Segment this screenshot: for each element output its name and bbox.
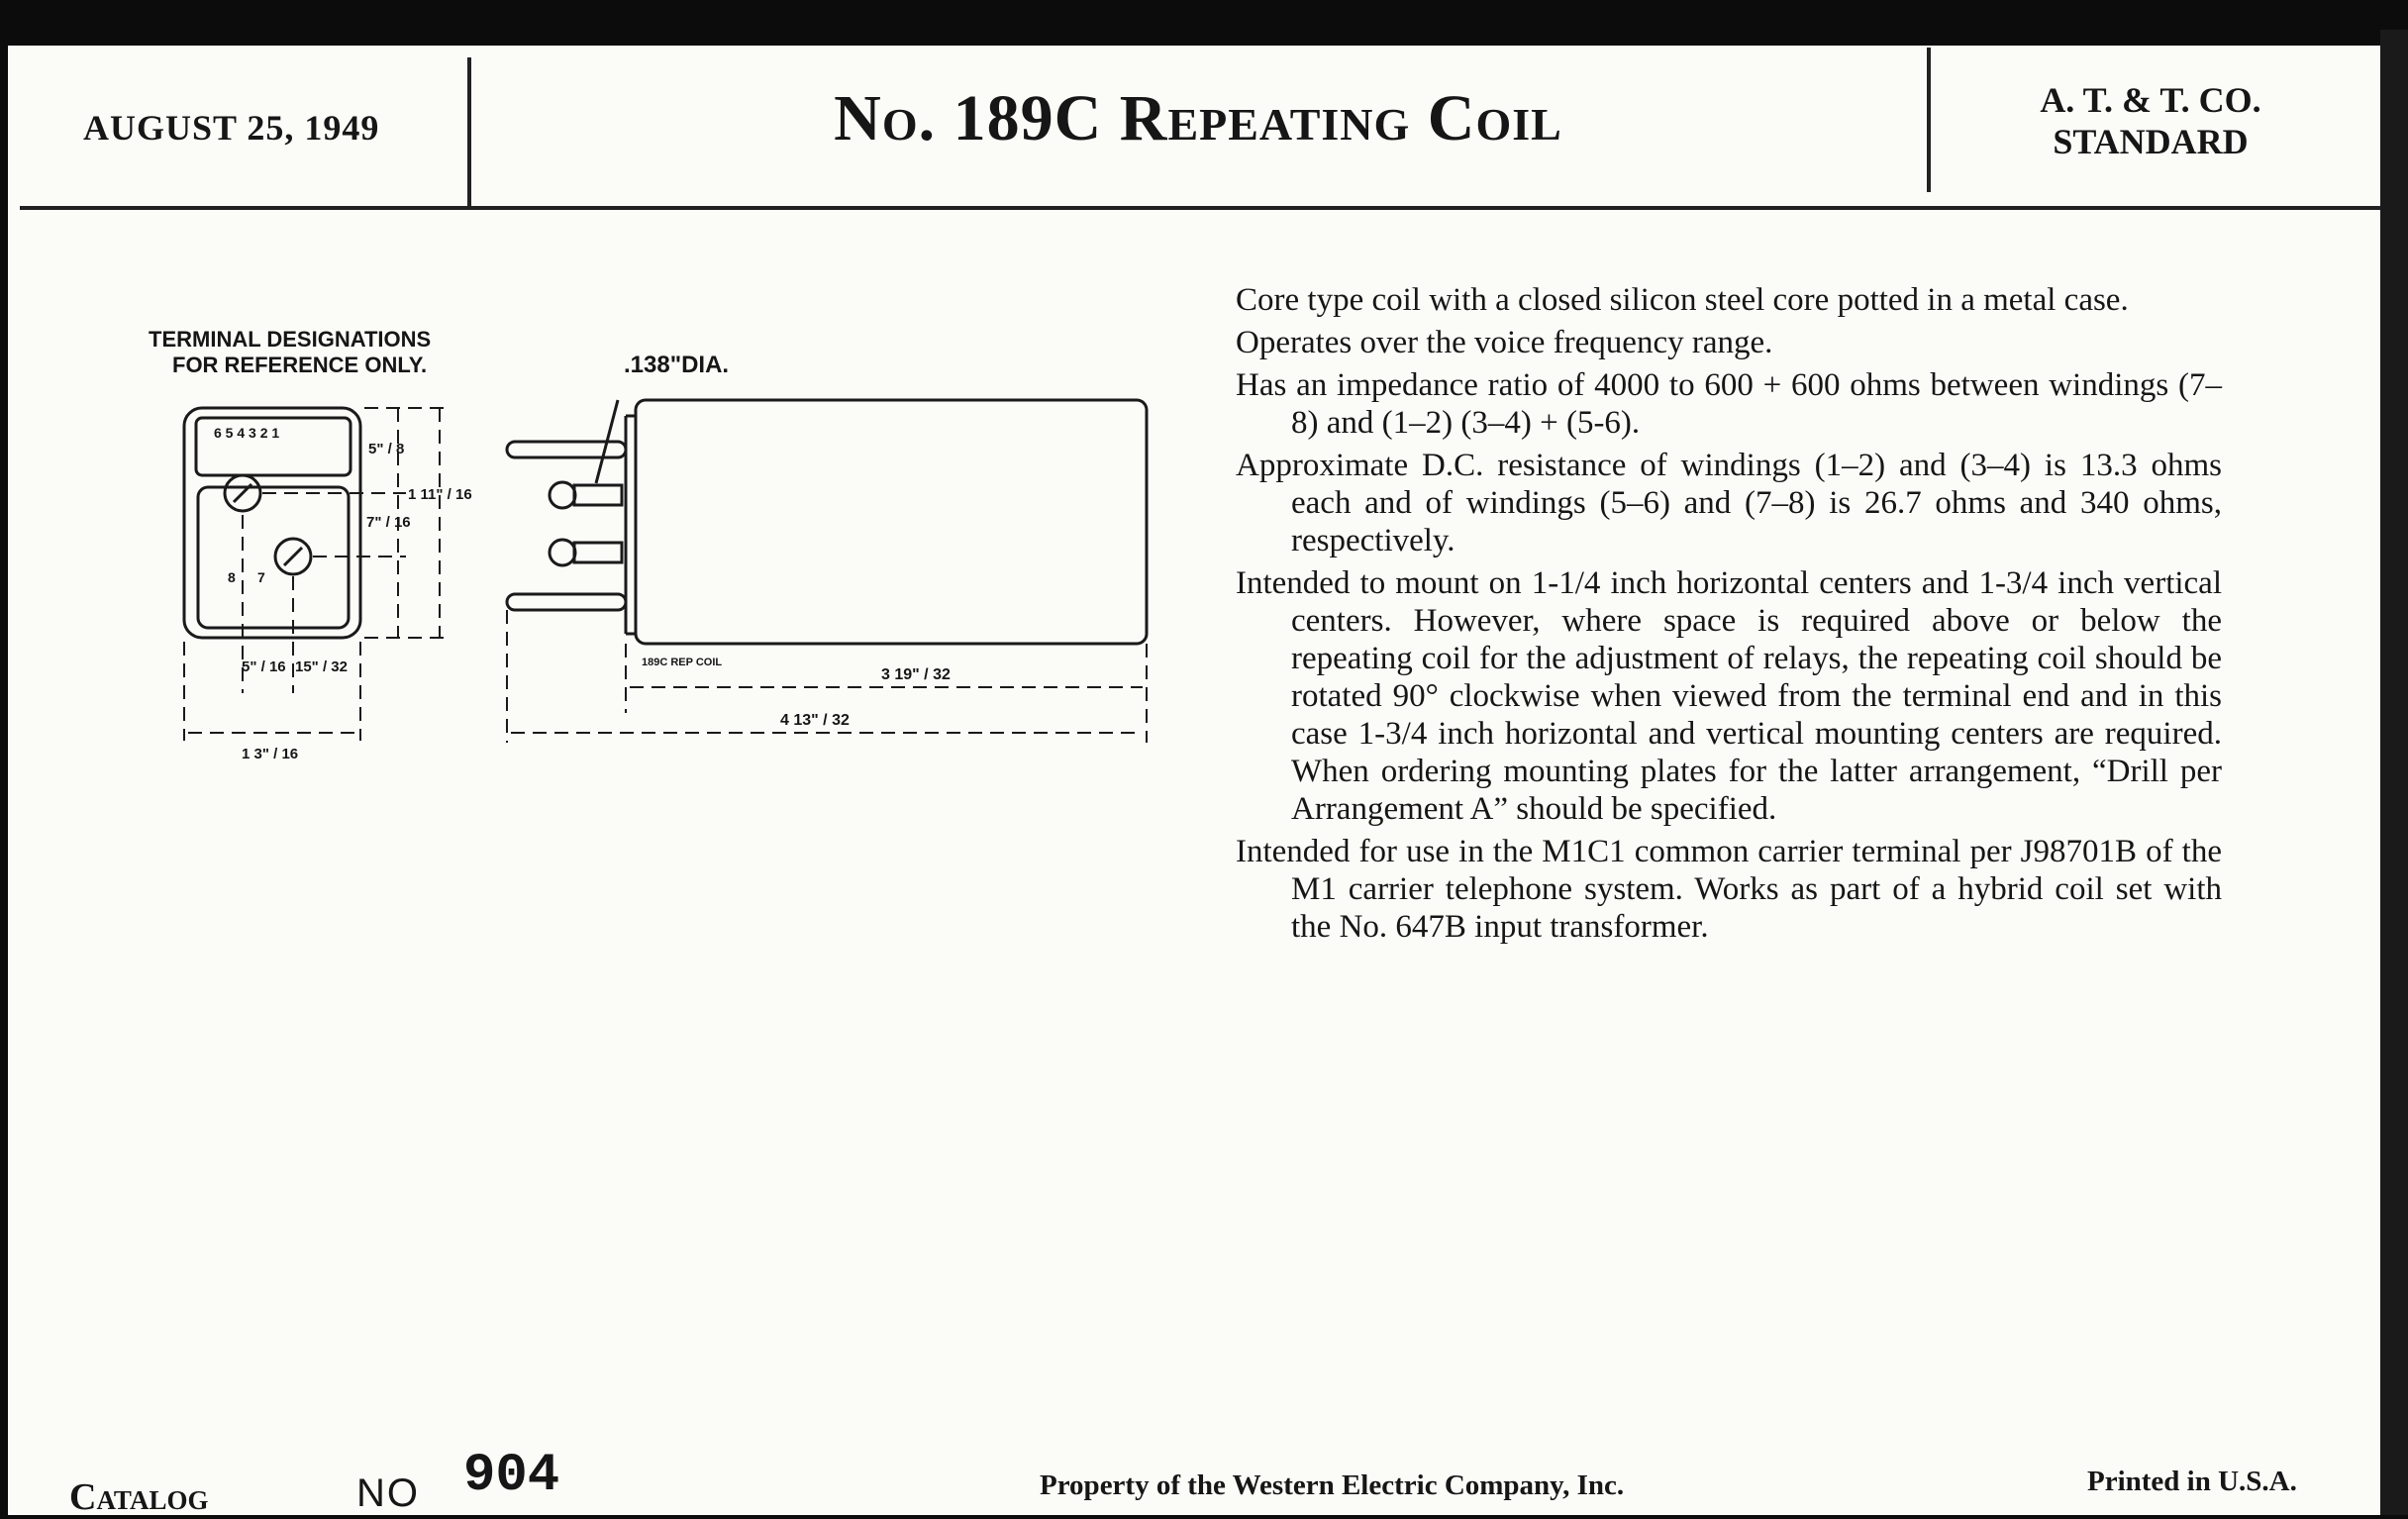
side-view-case — [636, 400, 1147, 644]
end-view-case — [184, 408, 360, 638]
dim-7-16: 7" / 16 — [366, 514, 411, 531]
screw-head-top — [550, 482, 575, 508]
description-paragraph: Intended for use in the M1C1 common carrier terminal per J98701B of the M1 carrier telephone system. Works as part of a hybrid coil set with the No. 647B input transformer. — [1236, 834, 2222, 945]
scan-border — [2380, 30, 2408, 1515]
diameter-label: .138"DIA. — [624, 352, 730, 378]
dim-15-32: 15" / 32 — [295, 658, 348, 675]
header-divider-right — [1927, 48, 1931, 192]
description-paragraph: Operates over the voice frequency range. — [1236, 325, 1773, 360]
solder-lug-bottom — [507, 594, 626, 610]
terminal-8-label: 8 — [228, 569, 236, 585]
terminal-numbers: 6 5 4 3 2 1 — [214, 425, 280, 441]
standard-block — [1933, 79, 2368, 162]
coil-dimension-drawing — [119, 317, 1168, 782]
description-paragraph: Intended to mount on 1-1/4 inch horizontal centers and 1-3/4 inch vertical centers. However, where space is required above or below the repeating coil for the adjustment of relays, the repeating coil should be rotated 90° clockwise when viewed from the terminal end and in this case 1-3/4 inch horizontal and vertical mounting centers are required. When ordering mounting plates for the latter arrangement, “Drill per Arrangement A” should be specified. — [1236, 565, 2222, 827]
dim-1-11-16: 1 11" / 16 — [408, 486, 472, 503]
dim-1-3-16: 1 3" / 16 — [242, 746, 299, 762]
footer-printed: Printed in U.S.A. — [2087, 1466, 2297, 1497]
footer-no: NO — [356, 1471, 420, 1515]
terminal-note-2: FOR REFERENCE ONLY. — [172, 353, 428, 377]
header-rule — [20, 206, 2380, 210]
description — [1236, 281, 2222, 951]
terminal-7-label: 7 — [257, 569, 265, 585]
description-paragraph: Core type coil with a closed silicon steel core potted in a metal case. — [1236, 282, 2129, 318]
footer-catalog: Catalog — [69, 1476, 209, 1518]
description-paragraph: Has an impedance ratio of 4000 to 600 + 600 ohms between windings (7–8) and (1–2) (3–4) + (5-6). — [1236, 367, 2222, 441]
footer-catalog-number: 904 — [463, 1446, 560, 1506]
dim-4-13-32: 4 13" / 32 — [780, 712, 850, 729]
page-title: No. 189C Repeating Coil — [834, 82, 1562, 154]
standard-line-1: A. T. & T. CO. — [2040, 80, 2261, 120]
solder-lug-top — [507, 442, 626, 457]
screw-head-bottom — [550, 540, 575, 565]
terminal-note-1: TERMINAL DESIGNATIONS — [149, 327, 432, 352]
description-paragraph: Approximate D.C. resistance of windings (1–2) and (3–4) is 13.3 ohms each and of windings (5–6) and (7–8) is 26.7 ohms and 340 ohms, respectively. — [1236, 448, 2222, 558]
dim-5-8: 5" / 8 — [368, 441, 405, 457]
dim-3-19-32: 3 19" / 32 — [881, 666, 951, 683]
standard-line-2: STANDARD — [2053, 122, 2249, 161]
footer-property: Property of the Western Electric Company, Inc. — [1040, 1469, 1625, 1501]
dim-5-16: 5" / 16 — [242, 658, 286, 675]
header-date: AUGUST 25, 1949 — [83, 108, 380, 148]
case-marking: 189C REP COIL — [642, 657, 723, 668]
